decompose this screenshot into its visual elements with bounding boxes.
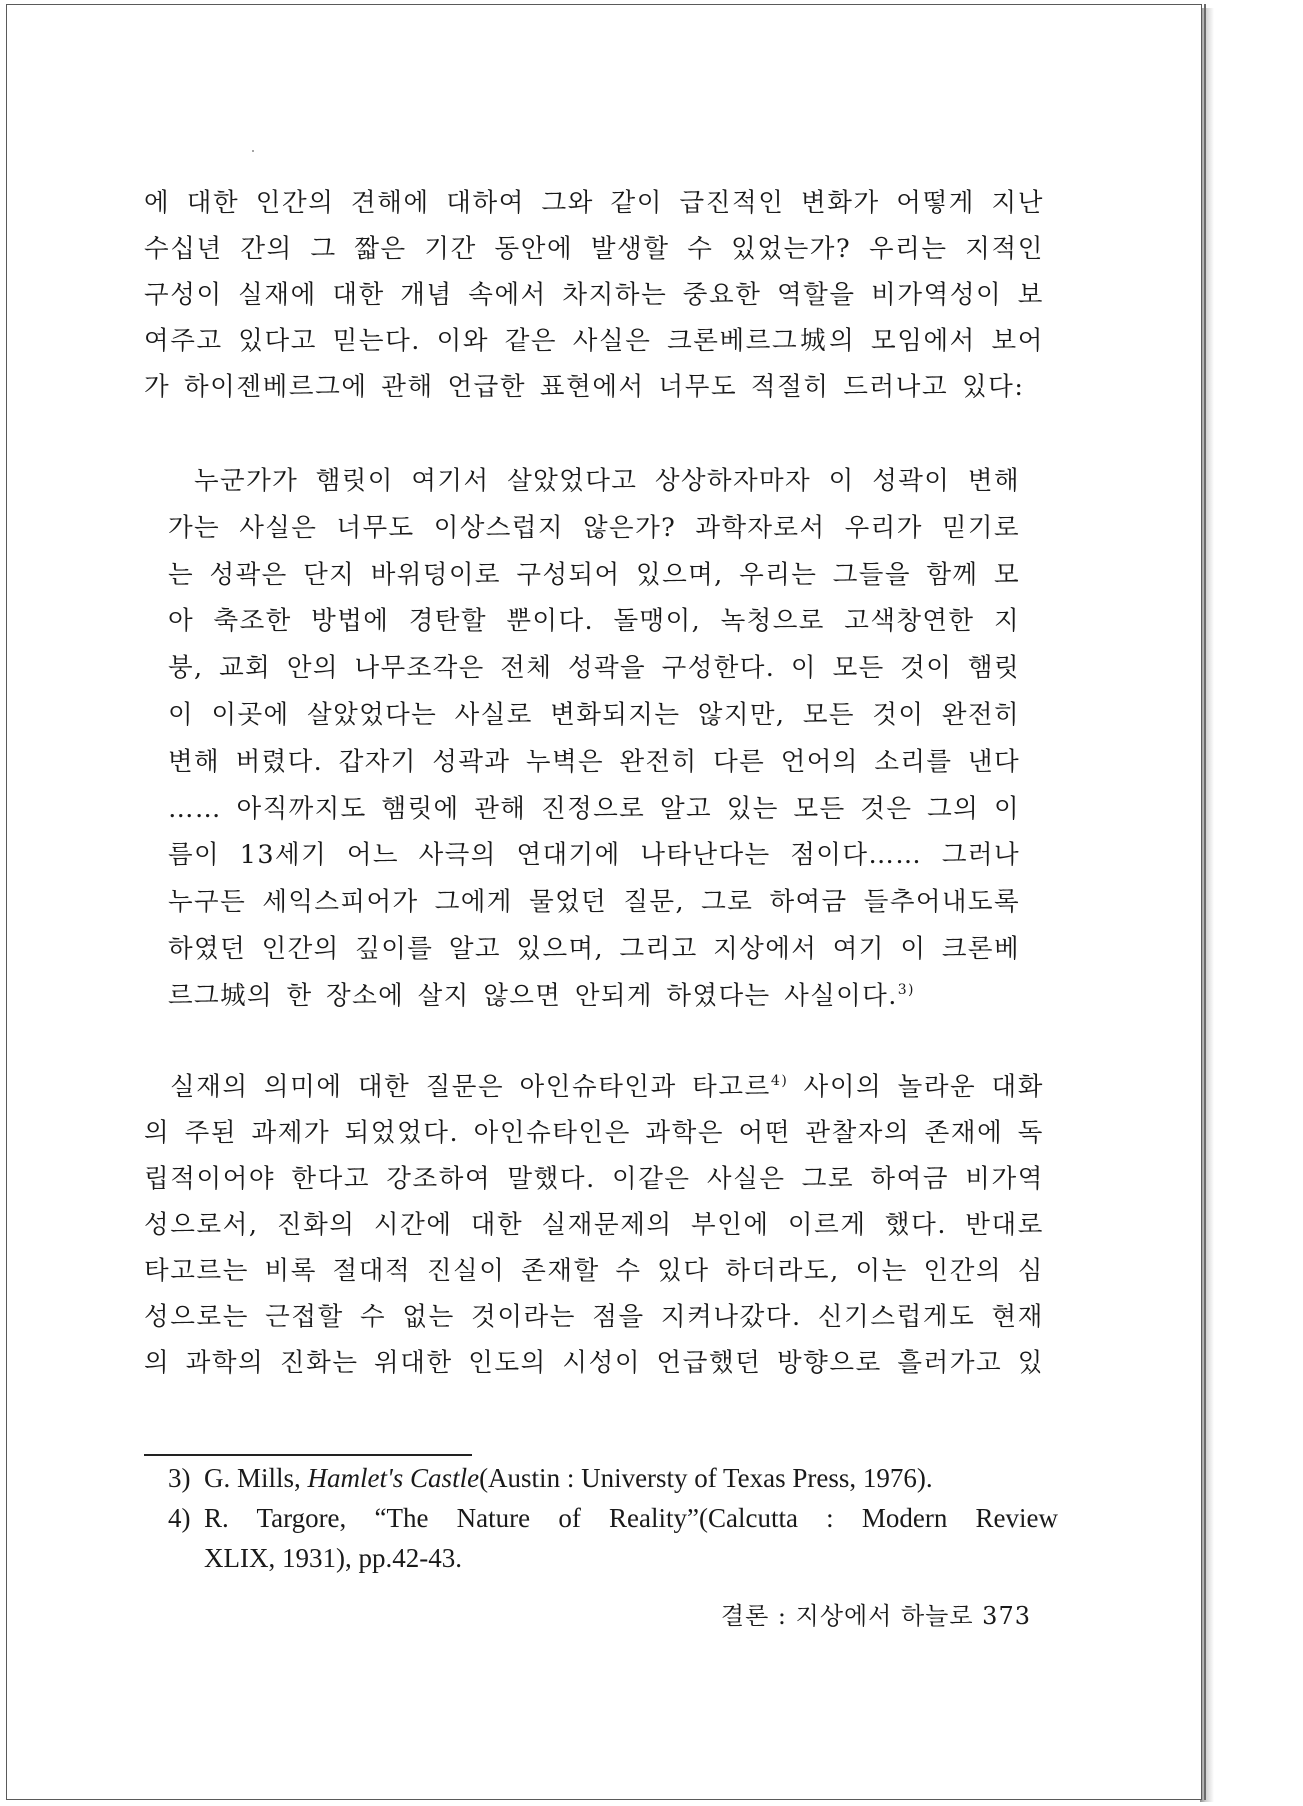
body-line: 타고르는 비록 절대적 진실이 존재할 수 있다 하더라도, 이는 인간의 심 [144,1256,1044,1286]
quote-line: 붕, 교회 안의 나무조각은 전체 성곽을 구성한다. 이 모든 것이 햄릿 [168,653,1020,684]
footnote-number: 4) [168,1503,191,1533]
quote-line: 름이 13세기 어느 사극의 연대기에 나타난다는 점이다…… 그러나 [168,840,1020,871]
print-speck [252,150,254,152]
footnote-number: 3) [168,1463,191,1493]
body-text: 사이의 놀라운 대화 [788,1072,1044,1102]
footnote-4 [168,1498,1058,1538]
body-line: 가 하이젠베르그에 관해 언급한 표현에서 너무도 적절히 드러나고 있다: [144,372,1025,402]
footnote-ref-3: 3) [897,981,915,998]
body-line [144,1064,1044,1110]
footnote-rule [144,1454,472,1456]
quote-line [168,973,1020,1020]
footnote-text: R. Targore, “The Nature of Reality”(Calcutta : Modern Review [204,1503,1058,1533]
quote-line: 하였던 인간의 깊이를 알고 있으며, 그리고 지상에서 여기 이 크론베 [168,933,1020,964]
footnote-text: (Austin : Universty of Texas Press, 1976). [479,1463,933,1493]
quote-line: 아 축조한 방법에 경탄할 뿐이다. 돌맹이, 녹청으로 고색창연한 지 [168,606,1020,637]
quote-line: 누군가가 햄릿이 여기서 살았었다고 상상하자마자 이 성곽이 변해 [194,466,1020,496]
body-line: 의 과학의 진화는 위대한 인도의 시성이 언급했던 방향으로 흘러가고 있 [144,1348,1044,1378]
body-line: 수십년 간의 그 짧은 기간 동안에 발생할 수 있었는가? 우리는 지적인 [144,234,1044,264]
body-line: 에 대한 인간의 견해에 대하여 그와 같이 급진적인 변화가 어떻게 지난 [144,188,1044,218]
body-line: 립적이어야 한다고 강조하여 말했다. 이같은 사실은 그로 하여금 비가역 [144,1164,1044,1194]
footnote-author: G. Mills, [204,1463,308,1493]
body-text: 실재의 의미에 대한 질문은 아인슈타인과 타고르 [170,1072,771,1102]
body-line: 여주고 있다고 믿는다. 이와 같은 사실은 크론베르그城의 모임에서 보어 [144,326,1044,356]
footnote-4-continued: XLIX, 1931), pp.42-43. [204,1543,462,1573]
running-footer: 결론 : 지상에서 하늘로 373 [720,1602,1031,1630]
footnote-ref-4: 4) [770,1073,789,1089]
quote-line: 는 성곽은 단지 바위덩이로 구성되어 있으며, 우리는 그들을 함께 모 [168,559,1020,590]
footnote-3 [168,1458,1058,1498]
quote-line: 누구든 세익스피어가 그에게 물었던 질문, 그로 하여금 들추어내도록 [168,887,1020,918]
body-paragraph-1 [144,180,1044,410]
quote-line: 변해 버렸다. 갑자기 성곽과 누벽은 완전히 다른 언어의 소리를 낸다 [168,746,1020,777]
footnotes [168,1458,1058,1578]
body-line: 구성이 실재에 대한 개념 속에서 차지하는 중요한 역할을 비가역성이 보 [144,280,1044,310]
quote-last-text: 르그城의 한 장소에 살지 않으면 안되게 하였다는 사실이다. [168,980,898,1011]
body-line: 의 주된 과제가 되었었다. 아인슈타인은 과학은 어떤 관찰자의 존재에 독 [144,1118,1044,1148]
quote-line: …… 아직까지도 햄릿에 관해 진정으로 알고 있는 모든 것은 그의 이 [168,793,1020,824]
footnote-title: Hamlet's Castle [307,1463,480,1493]
body-paragraph-2 [144,1064,1044,1386]
block-quote [168,458,1020,1020]
body-line: 성으로는 근접할 수 없는 것이라는 점을 지켜나갔다. 신기스럽게도 현재 [144,1302,1044,1332]
body-line: 성으로서, 진화의 시간에 대한 실재문제의 부인에 이르게 했다. 반대로 [144,1210,1044,1240]
quote-line: 가는 사실은 너무도 이상스럽지 않은가? 과학자로서 우리가 믿기로 [168,512,1020,543]
quote-line: 이 이곳에 살았었다는 사실로 변화되지는 않지만, 모든 것이 완전히 [168,699,1020,730]
page-edge [1196,4,1206,1800]
